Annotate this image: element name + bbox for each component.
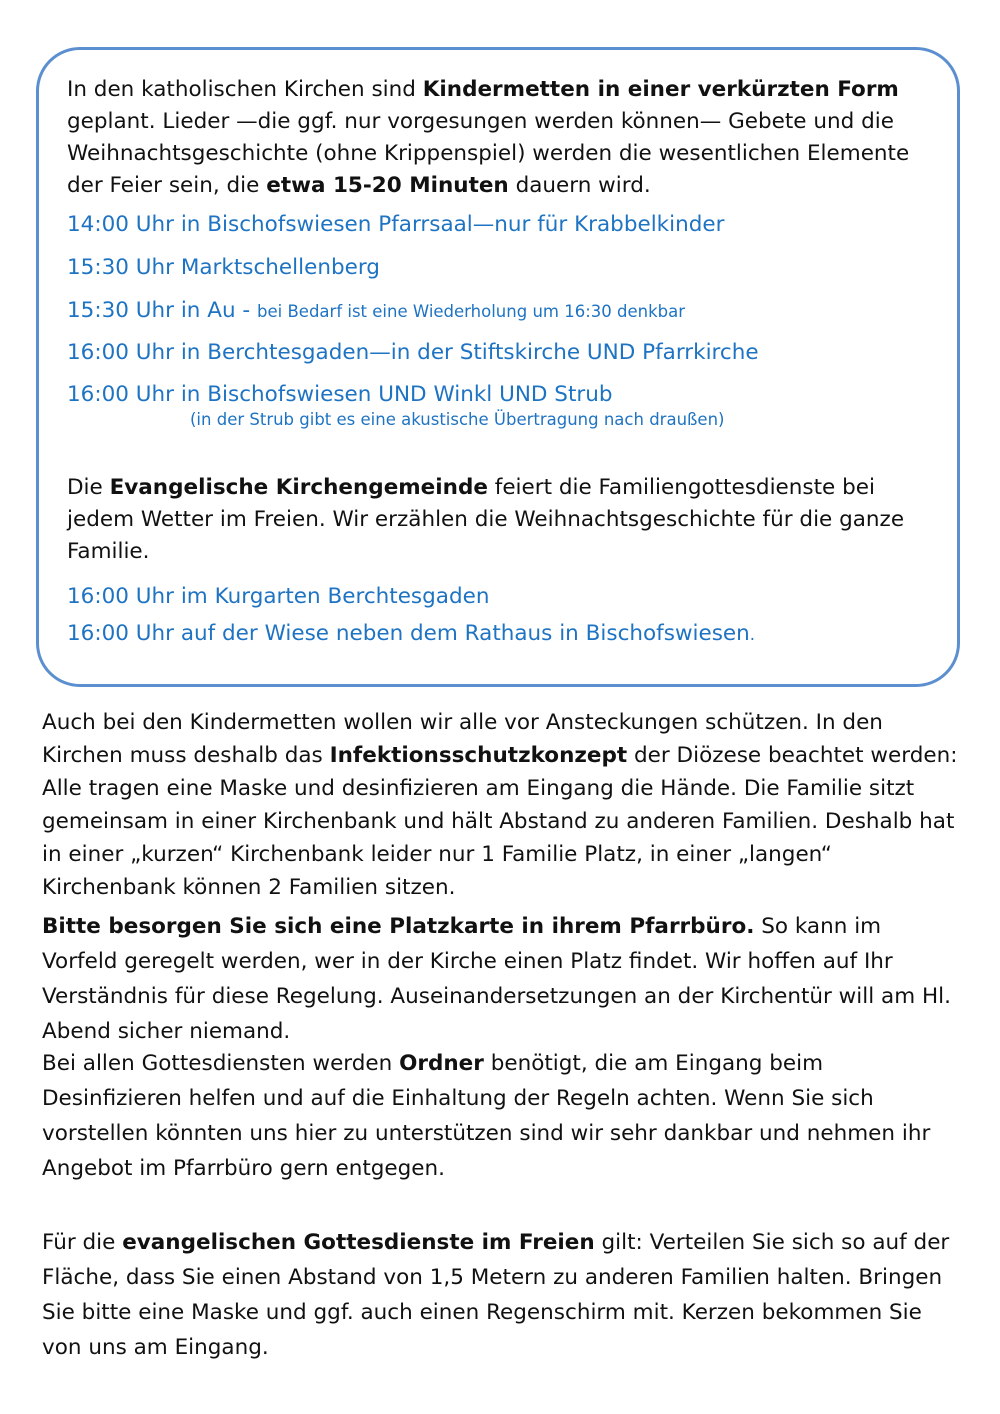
catholic-intro-paragraph [67, 74, 947, 202]
schedule-item [67, 252, 380, 284]
schedule-text: 14:00 Uhr in Bischofswiesen Pfarrsaal—nur für Krabbelkinder [67, 212, 725, 237]
emphasis: Ordner [399, 1051, 484, 1076]
outdoor-services-paragraph [42, 1225, 958, 1365]
schedule-text: 16:00 Uhr in Bischofswiesen UND Winkl UND Strub [67, 382, 613, 407]
schedule-item [67, 337, 759, 369]
text: Bei allen Gottesdiensten werden [42, 1051, 400, 1076]
text: benötigt, die am Eingang beim Desinfizieren helfen und auf die Einhaltung der Regeln achten. Wenn Sie sich vorstellen könnten uns hier zu unterstützen sind wir sehr dankbar und nehmen ihr Angebot im Pfarrbüro gern entgegen. [42, 1051, 931, 1181]
emphasis: etwa 15-20 Minuten [266, 173, 509, 198]
text: feiert die Familiengottesdienste bei jedem Wetter im Freien. Wir erzählen die Weihnachtsgeschichte für die ganze Familie. [67, 475, 905, 564]
text: In den katholischen Kirchen sind [67, 77, 423, 102]
seat-ticket-paragraph [42, 909, 958, 1049]
text: So kann im Vorfeld geregelt werden, wer in der Kirche einen Platz findet. Wir hoffen auf Ihr Verständnis für diese Regelung. Auseinandersetzungen an der Kirchentür will am Hl. Abend sicher niemand. [42, 914, 951, 1044]
schedule-item [67, 209, 724, 241]
evangelical-schedule-item [67, 581, 489, 613]
infection-protection-paragraph [42, 706, 958, 904]
schedule-text: 16:00 Uhr in Berchtesgaden—in der Stiftskirche UND Pfarrkirche [67, 340, 759, 365]
text: Für die [42, 1230, 123, 1255]
schedule-item [67, 379, 613, 411]
schedule-text: 16:00 Uhr im Kurgarten Berchtesgaden [67, 584, 490, 609]
text: Die [67, 475, 110, 500]
evangelical-intro-paragraph [67, 472, 947, 568]
text: der Diözese beachtet werden: Alle tragen eine Maske und desinfizieren am Eingang die Hände. Die Familie sitzt gemeinsam in einer Kirchenbank und hält Abstand zu anderen Familien. Deshalb hat in einer „kurzen“ Kirchenbank leider nur 1 Familie Platz, in einer „langen“ Kirchenbank können 2 Familien sitzen. [42, 743, 958, 900]
text: geplant. Lieder —die ggf. nur vorgesungen werden können— Gebete und die Weihnachtsgeschichte (ohne Krippenspiel) werden die wesentlichen Elemente der Feier sein, die [67, 109, 910, 198]
schedule-punctuation: . [749, 625, 756, 644]
emphasis: Kindermetten in einer verkürzten Form [422, 77, 899, 102]
emphasis: Infektionsschutzkonzept [329, 743, 628, 768]
emphasis: Bitte besorgen Sie sich eine Platzkarte in ihrem Pfarrbüro. [42, 914, 755, 939]
schedule-text: 15:30 Uhr in Au - [67, 298, 258, 323]
evangelical-schedule-item [67, 618, 755, 651]
text: Auch bei den Kindermetten wollen wir alle vor Ansteckungen schützen. In den Kirchen muss deshalb das [42, 710, 883, 768]
emphasis: evangelischen Gottesdienste im Freien [122, 1230, 595, 1255]
schedule-note: bei Bedarf ist eine Wiederholung um 16:30 denkbar [257, 302, 686, 321]
text: dauern wird. [508, 173, 651, 198]
schedule-note: (in der Strub gibt es eine akustische Übertragung nach draußen) [190, 410, 725, 429]
schedule-text: 16:00 Uhr auf der Wiese neben dem Rathaus in Bischofswiesen [67, 621, 750, 646]
ushers-paragraph [42, 1046, 958, 1186]
schedule-text: 15:30 Uhr Marktschellenberg [67, 255, 380, 280]
emphasis: Evangelische Kirchengemeinde [109, 475, 488, 500]
text: gilt: Verteilen Sie sich so auf der Fläche, dass Sie einen Abstand von 1,5 Metern zu anderen Familien halten. Bringen Sie bitte eine Maske und ggf. auch einen Regenschirm mit. Kerzen bekommen Sie von uns am Eingang. [42, 1230, 950, 1360]
schedule-item [67, 295, 685, 328]
